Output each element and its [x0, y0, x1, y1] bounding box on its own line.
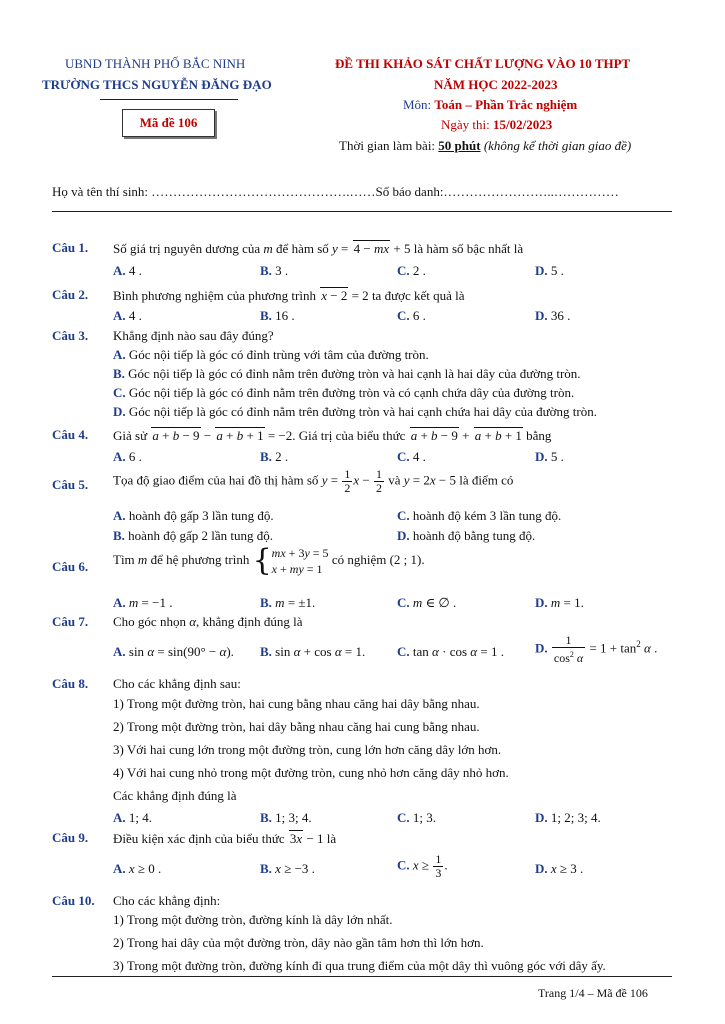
q7-option-a: A. sin α = sin(90° − α).: [113, 644, 234, 659]
date-label: Ngày thi:: [441, 117, 493, 132]
q2-stem: Bình phương nghiệm của phương trình x − 2 = 2 ta được kết quả là: [113, 288, 465, 303]
q4-stem: Giả sử a + b − 9 − a + b + 1 = −2. Giá trị của biểu thức a + b − 9 + a + b + 1 bằng: [113, 428, 552, 443]
q8-option-c: C. 1; 3.: [397, 810, 437, 825]
q2-option-c: C. 6 .: [397, 308, 426, 323]
q6-option-a: A. m = −1 .: [113, 595, 173, 610]
time-line: [339, 138, 631, 154]
q1-option-a: A. 4 .: [113, 263, 142, 278]
exam-title: ĐỀ THI KHẢO SÁT CHẤT LƯỢNG VÀO 10 THPT: [335, 56, 631, 71]
school-year: NĂM HỌC 2022-2023: [434, 77, 558, 92]
q1-label: Câu 1.: [52, 240, 89, 255]
q10-stem: Cho các khẳng định:: [113, 893, 221, 908]
q2-option-b: B. 16 .: [260, 308, 295, 323]
q8-statement-2: 2) Trong một đường tròn, hai dây bằng nhau căng hai cung bằng nhau.: [113, 719, 480, 734]
q8-statement-3: 3) Với hai cung lớn trong một đường tròn, cung lớn hơn căng dây lớn hơn.: [113, 742, 502, 757]
q10-statement-3: 3) Trong một đường tròn, đường kính đi qua trung điểm của một dây thì vuông góc với dây ấy.: [113, 958, 606, 973]
q3-option-a: A. Góc nội tiếp là góc có đỉnh trùng với tâm của đường tròn.: [113, 347, 429, 362]
header-rule: [52, 211, 672, 212]
q6-option-c: C. m ∈ ∅ .: [397, 595, 457, 610]
date-value: 15/02/2023: [493, 117, 553, 132]
q2-option-d: D. 36 .: [535, 308, 571, 323]
q10-statement-2: 2) Trong hai dây của một đường tròn, dây nào gần tâm hơn thì lớn hơn.: [113, 935, 484, 950]
q9-option-a: A. x ≥ 0 .: [113, 861, 162, 876]
student-info-line: Họ và tên thí sinh: ……………………………………….……Số báo danh:……………………..……………: [52, 184, 619, 199]
q1-option-b: B. 3 .: [260, 263, 289, 278]
school-underline: [100, 99, 238, 100]
q9-option-c: C. x ≥ $\frac{1}{3}$ .: [397, 852, 448, 880]
q8-option-d: D. 1; 2; 3; 4.: [535, 810, 601, 825]
exam-code: Mã đề 106: [139, 115, 198, 130]
q6-stem: Tìm m để hệ phương trình {mx + 3y = 5 x + my = 1 có nghiệm (2 ; 1).: [113, 543, 425, 578]
q8-option-a: A. 1; 4.: [113, 810, 153, 825]
q7-stem: Cho góc nhọn α, khẳng định đúng là: [113, 614, 303, 629]
page-footer: Trang 1/4 – Mã đề 106: [538, 986, 648, 1000]
q9-option-b: B. x ≥ −3 .: [260, 861, 315, 876]
q8-label: Câu 8.: [52, 676, 89, 691]
date-line: [441, 117, 552, 133]
q8-stem: Cho các khẳng định sau:: [113, 676, 241, 691]
q3-stem: Khẳng định nào sau đây đúng?: [113, 328, 274, 343]
q9-label: Câu 9.: [52, 830, 89, 845]
time-value: 50 phút: [438, 138, 481, 153]
q3-option-d: D. Góc nội tiếp là góc có đỉnh nằm trên đường tròn và hai cạnh chứa hai dây của đường tròn.: [113, 404, 597, 419]
q5-stem: Tọa độ giao điểm của hai đồ thị hàm số y = $\frac{1}{2}$ x − $\frac{1}{2}$ và y = 2x − 5 là điểm có: [113, 467, 514, 495]
q8-statement-1: 1) Trong một đường tròn, hai cung bằng nhau căng hai dây bằng nhau.: [113, 696, 480, 711]
school-name: TRƯỜNG THCS NGUYỄN ĐĂNG ĐẠO: [42, 77, 272, 92]
q2-option-a: A. 4 .: [113, 308, 142, 323]
q3-label: Câu 3.: [52, 328, 89, 343]
authority-name: UBND THÀNH PHỐ BẮC NINH: [65, 56, 246, 71]
q3-option-c: C. Góc nội tiếp là góc có đỉnh nằm trên đường tròn và có cạnh chứa dây của đường tròn.: [113, 385, 575, 400]
exam-code-box: [122, 109, 215, 137]
subject-label: Môn:: [403, 97, 435, 112]
q9-option-d: D. x ≥ 3 .: [535, 861, 584, 876]
q4-option-b: B. 2 .: [260, 449, 289, 464]
q6-option-b: B. m = ±1.: [260, 595, 316, 610]
q1-option-d: D. 5 .: [535, 263, 564, 278]
q5-option-c: C. hoành độ kém 3 lần tung độ.: [397, 508, 562, 523]
q5-option-b: B. hoành độ gấp 2 lần tung độ.: [113, 528, 273, 543]
q7-option-d: D. $\frac{1}{\cos^2 \alpha}$ = $1 + \tan^2 \alpha$ .: [535, 633, 658, 665]
q7-label: Câu 7.: [52, 614, 89, 629]
time-note: (không kể thời gian giao đề): [483, 138, 632, 153]
q10-label: Câu 10.: [52, 893, 95, 908]
q5-option-d: D. hoành độ bằng tung độ.: [397, 528, 536, 543]
q7-option-b: B. sin α + cos α = 1.: [260, 644, 366, 659]
q8-statement-4: 4) Với hai cung nhỏ trong một đường tròn, cung nhỏ hơn căng dây nhỏ hơn.: [113, 765, 509, 780]
q1-option-c: C. 2 .: [397, 263, 426, 278]
q2-label: Câu 2.: [52, 287, 89, 302]
footer-rule: [52, 976, 672, 977]
q7-option-c: C. tan α · cos α = 1 .: [397, 644, 504, 659]
subject-line: [403, 97, 577, 113]
q4-option-a: A. 6 .: [113, 449, 142, 464]
time-label: Thời gian làm bài:: [339, 138, 439, 153]
q4-option-d: D. 5 .: [535, 449, 564, 464]
q9-stem: Điều kiện xác định của biểu thức 3x − 1 là: [113, 831, 337, 846]
q4-label: Câu 4.: [52, 427, 89, 442]
q8-option-b: B. 1; 3; 4.: [260, 810, 312, 825]
subject-value: Toán – Phần Trắc nghiệm: [434, 97, 578, 112]
q6-option-d: D. m = 1.: [535, 595, 584, 610]
q5-label: Câu 5.: [52, 477, 89, 492]
q6-label: Câu 6.: [52, 559, 89, 574]
q8-ask: Các khẳng định đúng là: [113, 788, 237, 803]
q3-option-b: B. Góc nội tiếp là góc có đỉnh nằm trên đường tròn và hai cạnh là hai dây của đường tròn.: [113, 366, 581, 381]
q1-stem: Số giá trị nguyên dương của m để hàm số y = 4 − mx + 5 là hàm số bậc nhất là: [113, 241, 524, 256]
q4-option-c: C. 4 .: [397, 449, 426, 464]
q5-option-a: A. hoành độ gấp 3 lần tung độ.: [113, 508, 274, 523]
q10-statement-1: 1) Trong một đường tròn, đường kính là dây lớn nhất.: [113, 912, 393, 927]
